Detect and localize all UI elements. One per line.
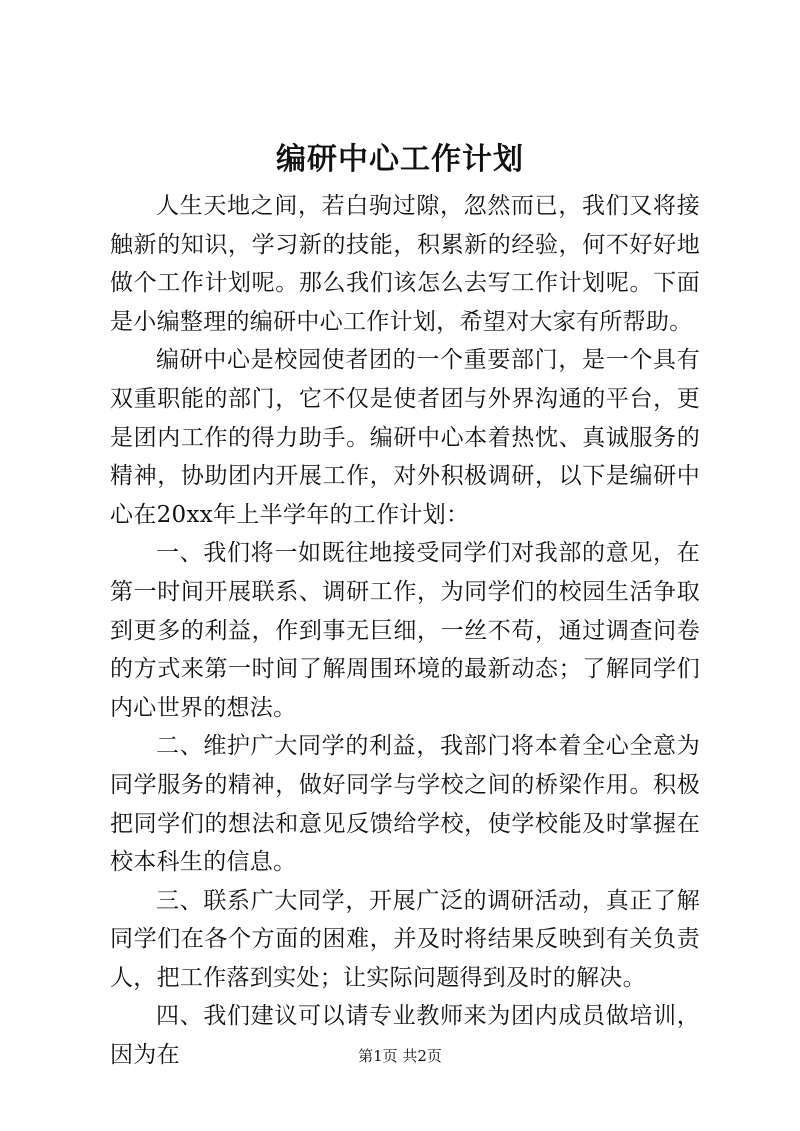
page-number-footer: 第1页 共2页 <box>358 1047 442 1065</box>
paragraph-item-3: 三、联系广大同学，开展广泛的调研活动，真正了解同学们在各个方面的困难，并及时将结果反映到有关负责人，把工作落到实处；让实际问题得到及时的解决。 <box>110 887 700 991</box>
document-body <box>110 187 700 1075</box>
paragraph-intro: 人生天地之间，若白驹过隙，忽然而已，我们又将接触新的知识，学习新的技能，积累新的经验，何不好好地做个工作计划呢。那么我们该怎么去写工作计划呢。下面是小编整理的编研中心工作计划，希望对大家有所帮助。 <box>110 193 700 335</box>
paragraph-overview: 编研中心是校园使者团的一个重要部门，是一个具有双重职能的部门，它不仅是使者团与外界沟通的平台，更是团内工作的得力助手。编研中心本着热忱、真诚服务的精神，协助团内开展工作，对外积极调研，以下是编研中心在20xx年上半学年的工作计划： <box>110 347 700 528</box>
document-title: 编研中心工作计划 <box>276 142 524 177</box>
paragraph-item-1: 一、我们将一如既往地接受同学们对我部的意见，在第一时间开展联系、调研工作，为同学们的校园生活争取到更多的利益，作到事无巨细，一丝不苟，通过调查问卷的方式来第一时间了解周围环境的最新动态；了解同学们内心世界的想法。 <box>110 540 700 721</box>
paragraph-item-2: 二、维护广大同学的利益，我部门将本着全心全意为同学服务的精神，做好同学与学校之间的桥梁作用。积极把同学们的想法和意见反馈给学校，使学校能及时掌握在校本科生的信息。 <box>110 733 700 876</box>
paragraph-item-4: 四、我们建议可以请专业教师来为团内成员做培训，因为在 <box>110 1003 700 1069</box>
